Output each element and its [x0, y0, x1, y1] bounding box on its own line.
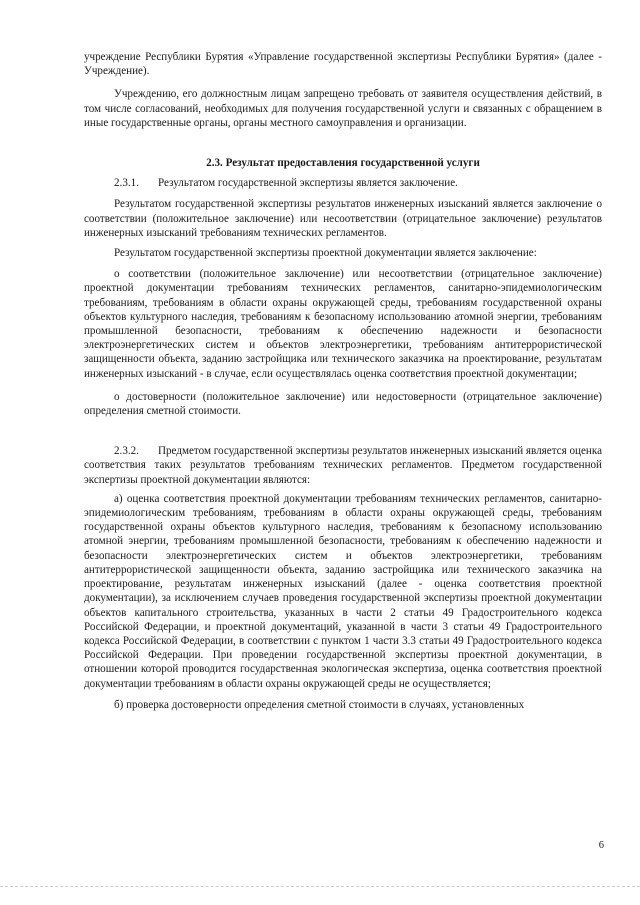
section-heading: 2.3. Результат предоставления государственной услуги [206, 157, 480, 170]
paragraph-prohibition: Учреждению, его должностным лицам запрещено требовать от заявителя осуществления действий, в том числе согласований, необходимых для получения государственной услуги и связанных с обращением в иные государственные органы, органы местного самоуправления и организации. [84, 88, 602, 129]
clause-2-3-1 [84, 176, 602, 190]
page-number: 6 [598, 840, 604, 851]
paragraph-project-result: Результатом государственной экспертизы проектной документации является заключение: [114, 247, 537, 260]
paragraph-continuation: учреждение Республики Бурятия «Управление государственной экспертизы Республики Бурятия» (далее - Учреждение). [84, 51, 602, 78]
document-body [84, 50, 602, 712]
scan-edge-divider [0, 886, 640, 888]
paragraph-compliance-conclusion: о соответствии (положительное заключение) или несоответствии (отрицательное заключение) проектной документации требованиям технических регламентов, санитарно-эпидемиологическим требованиям, требованиям в области охраны окружающей среды, требованиям государственной охраны объектов культурного наследия, требованиям к безопасному использованию атомной энергии, требованиям промышленной безопасности, требованиям к обеспечению надежности и безопасности электроэнергетических систем и объектов электроэнергетики, требованиям антитеррористической защищенности объекта, заданию застройщика или технического заказчика на проектирование, результатам инженерных изысканий - в случае, если осуществлялась оценка соответствия проектной документации; [84, 268, 602, 380]
clause-2-3-2 [84, 444, 602, 487]
clause-text: Результатом государственной экспертизы является заключение. [158, 177, 458, 190]
clause-number: 2.3.2. [114, 445, 139, 458]
clause-number: 2.3.1. [114, 177, 139, 190]
clause-text: Предметом государственной экспертизы результатов инженерных изысканий является оценка соответствия таких результатов требованиям технических регламентов. Предметом государственной экспертизы проектной документации являются: [84, 445, 602, 486]
list-item-a: а) оценка соответствия проектной документации требованиям технических регламентов, санитарно-эпидемиологическим требованиям, требованиям в области охраны окружающей среды, требованиям государственной охраны объектов культурного наследия, требованиям к безопасному использованию атомной энергии, требованиям промышленной безопасности, требованиям к обеспечению надежности и безопасности электроэнергетических систем и объектов электроэнергетики, требованиям антитеррористической защищенности объекта, заданию застройщика или технического заказчика на проектирование, результатам инженерных изысканий (далее - оценка соответствия проектной документации), за исключением случаев проведения государственной экспертизы проектной документации объектов капитального строительства, указанных в части 2 статьи 49 Градостроительного кодекса Российской Федерации, и проектной документаций, указанной в части 3 статьи 49 Градостроительного кодекса Российской Федерации, в соответствии с пунктом 1 части 3.3 статьи 49 Градостроительного кодекса Российской Федерации. При проведении государственной экспертизы проектной документации, в отношении которой проводится государственная экологическая экспертиза, оценка соответствия проектной документации требованиям в области охраны окружающей среды не осуществляется; [84, 492, 602, 690]
paragraph-engineering-result: Результатом государственной экспертизы результатов инженерных изысканий является заключение о соответствии (положительное заключение) или несоответствии (отрицательное заключение) результатов инженерных изысканий требованиям технических регламентов. [84, 198, 602, 239]
paragraph-reliability-conclusion: о достоверности (положительное заключение) или недостоверности (отрицательное заключение) определения сметной стоимости. [84, 390, 602, 418]
list-item-b: б) проверка достоверности определения сметной стоимости в случаях, установленных [114, 698, 525, 711]
